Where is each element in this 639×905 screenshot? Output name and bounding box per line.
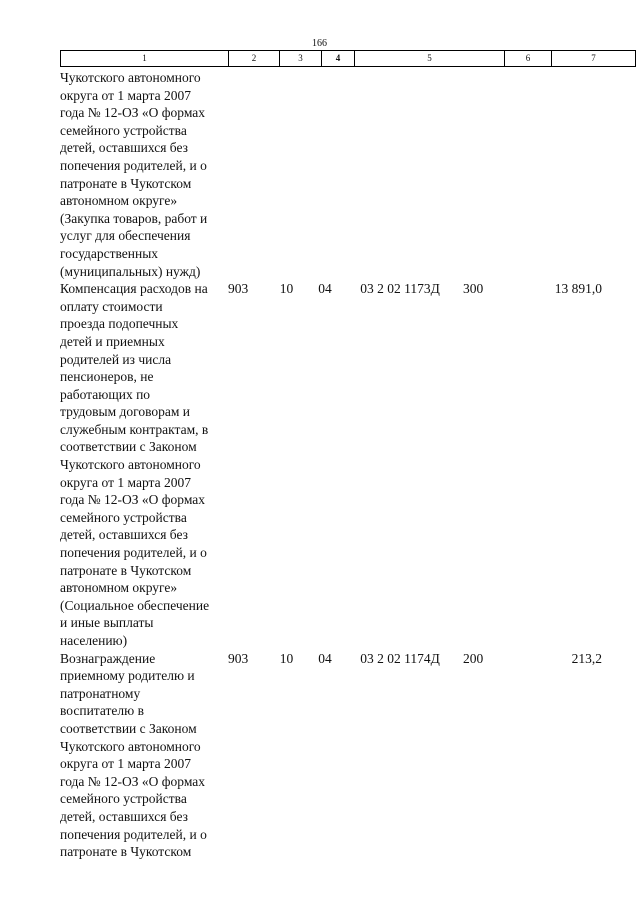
header-cell-2: 2 <box>229 51 280 67</box>
header-cell-7: 7 <box>552 51 636 67</box>
table-row <box>60 280 602 649</box>
table-body <box>60 69 602 861</box>
row-description: Компенсация расходов на оплату стоимости проезда подопечных детей и приемных родителей из числа пенсионеров, не работающих по трудовым договорам и служебным контрактам, в соответствии с Законом Чукотского автономного округа от 1 марта 2007 года № 12-ОЗ «О формах семейного устройства детей, оставшихся без попечения родителей, и о патронате в Чукотском автономном округе» (Социальное обеспечение и иные выплаты населению) <box>60 281 210 648</box>
row-subsection: 04 <box>318 281 332 297</box>
row-description: Вознаграждение приемному родителю и патронатному воспитателю в соответствии с Законом Чукотского автономного округа от 1 марта 2007 года № 12-ОЗ «О формах семейного устройства детей, оставшихся без попечения родителей, и о патронате в Чукотском <box>60 650 207 860</box>
table-row <box>60 650 602 861</box>
row-description: Чукотского автономного округа от 1 марта 2007 года № 12-ОЗ «О формах семейного устройства детей, оставшихся без попечения родителей, и о патронате в Чукотском автономном округе» (Закупка товаров, работ и услуг для обеспечения государственных (муниципальных) нужд) <box>60 70 208 279</box>
row-section: 10 <box>279 650 294 666</box>
row-expense-type: 200 <box>463 650 484 666</box>
row-target-article: 03 2 02 1174Д <box>360 650 440 666</box>
page-number: 166 <box>312 38 327 49</box>
header-cell-6: 6 <box>505 51 552 67</box>
row-section: 10 <box>279 281 294 297</box>
row-subsection: 04 <box>318 650 332 666</box>
row-amount: 213,2 <box>571 650 602 666</box>
row-target-article: 03 2 02 1173Д <box>360 281 440 297</box>
header-cell-5: 5 <box>355 51 505 67</box>
header-cell-1: 1 <box>61 51 229 67</box>
row-ministry-code: 903 <box>228 650 249 666</box>
row-ministry-code: 903 <box>228 281 249 297</box>
column-number-header <box>60 50 636 67</box>
header-cell-4: 4 <box>322 51 355 67</box>
table-row <box>60 69 602 280</box>
header-cell-3: 3 <box>280 51 322 67</box>
row-amount: 13 891,0 <box>554 281 602 297</box>
row-expense-type: 300 <box>463 281 484 297</box>
